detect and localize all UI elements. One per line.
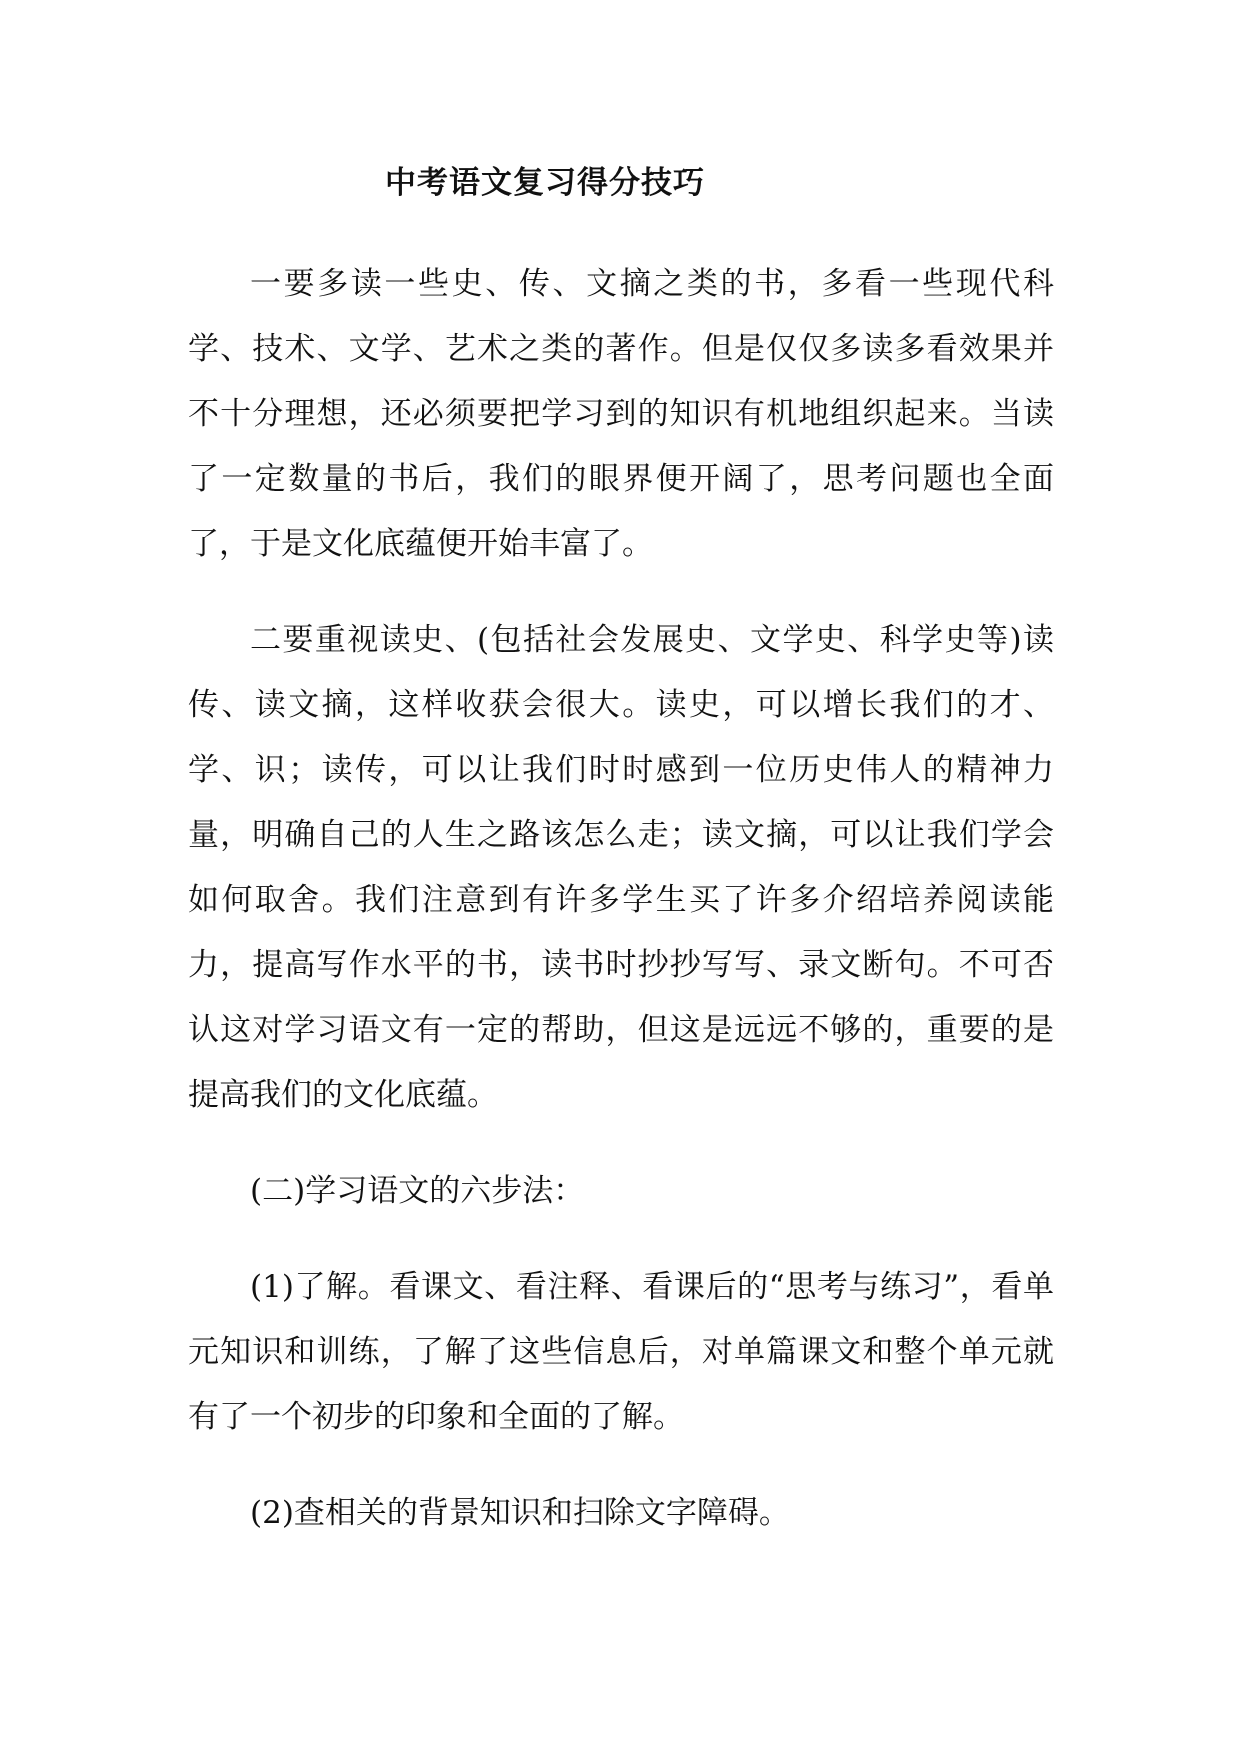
paragraph-reading-broadly: 一要多读一些史、传、文摘之类的书，多看一些现代科学、技术、文学、艺术之类的著作。但是仅仅多读多看效果并不十分理想，还必须要把学习到的知识有机地组织起来。当读了一定数量的书后，我们的眼界便开阔了，思考问题也全面了，于是文化底蕴便开始丰富了。 <box>188 266 1054 562</box>
document-title: 中考语文复习得分技巧 <box>385 165 705 201</box>
paragraph-step-2: (2)查相关的背景知识和扫除文字障碍。 <box>250 1495 790 1531</box>
document-body <box>188 252 1054 1546</box>
paragraph-reading-history: 二要重视读史、(包括社会发展史、文学史、科学史等)读传、读文摘，这样收获会很大。读史，可以增长我们的才、学、识；读传，可以让我们时时感到一位历史伟人的精神力量，明确自己的人生之路该怎么走；读文摘，可以让我们学会如何取舍。我们注意到有许多学生买了许多介绍培养阅读能力，提高写作水平的书，读书时抄抄写写、录文断句。不可否认这对学习语文有一定的帮助，但这是远远不够的，重要的是提高我们的文化底蕴。 <box>188 622 1054 1113</box>
paragraph-step-1: (1)了解。看课文、看注释、看课后的“思考与练习”，看单元知识和训练，了解了这些信息后，对单篇课文和整个单元就有了一个初步的印象和全面的了解。 <box>188 1269 1054 1435</box>
section-heading-six-steps: (二)学习语文的六步法： <box>250 1173 585 1209</box>
